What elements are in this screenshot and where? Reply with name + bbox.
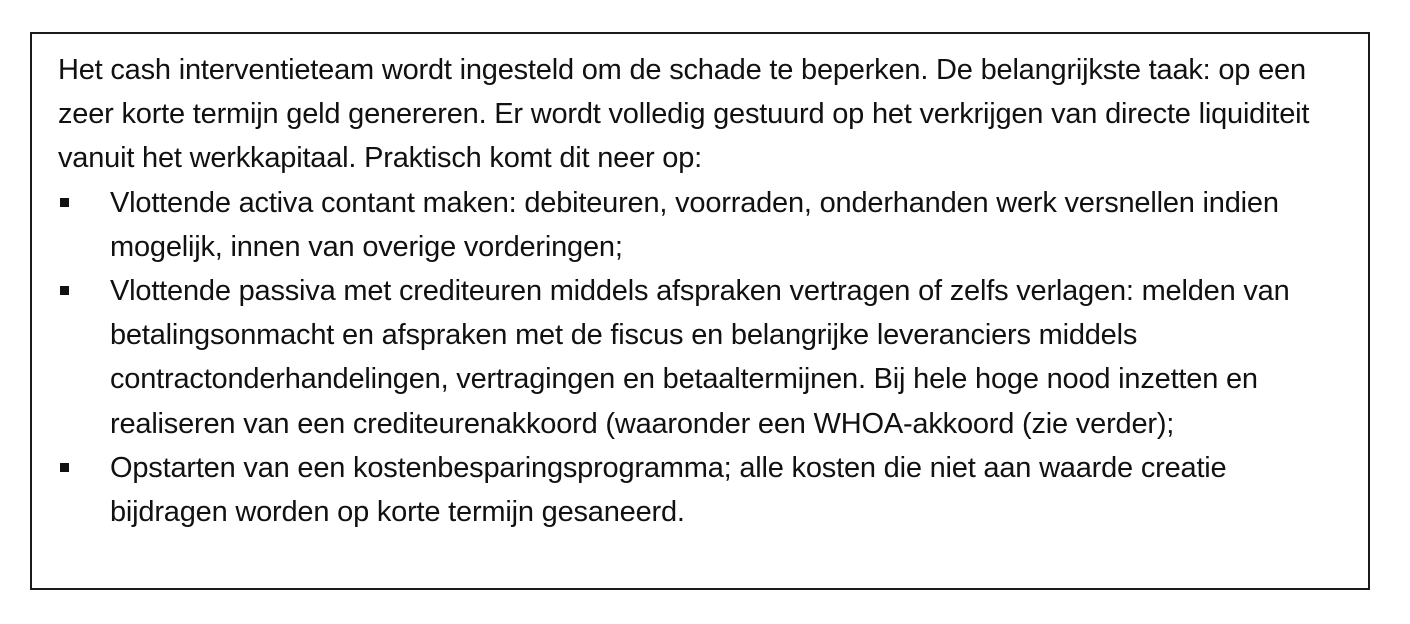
text-box — [30, 32, 1370, 590]
bullet-item-current-assets — [58, 181, 1350, 269]
bullet-item-current-liabilities — [58, 269, 1350, 446]
intro-paragraph: Het cash interventieteam wordt ingesteld om de schade te beperken. De belangrijkste taak: op een zeer korte termijn geld genereren. Er wordt volledig gestuurd op het verkrijgen van directe liquiditeit vanuit het werkkapitaal. Praktisch komt dit neer op: — [58, 54, 1310, 175]
bullet-text: Opstarten van een kostenbesparingsprogramma; alle kosten die niet aan waarde creatie bijdragen worden op korte termijn gesaneerd. — [110, 451, 1227, 529]
bullet-text: Vlottende activa contant maken: debiteuren, voorraden, onderhanden werk versnellen indien mogelijk, innen van overige vorderingen; — [110, 186, 1279, 263]
square-bullet-icon — [60, 463, 69, 472]
text-content — [58, 48, 1350, 534]
square-bullet-icon — [60, 198, 69, 207]
bullet-list — [58, 181, 1350, 535]
square-bullet-icon — [60, 286, 69, 295]
bullet-item-cost-savings — [58, 446, 1350, 534]
bullet-text: Vlottende passiva met crediteuren middels afspraken vertragen of zelfs verlagen: melden van betalingsonmacht en afspraken met de fiscus en belangrijke leveranciers middels contractonderhandelingen, vertragingen en betaaltermijnen. Bij hele hoge nood inzetten en realiseren van een crediteurenakkoord (waaronder een WHOA-akkoord (zie verder); — [110, 275, 1290, 440]
